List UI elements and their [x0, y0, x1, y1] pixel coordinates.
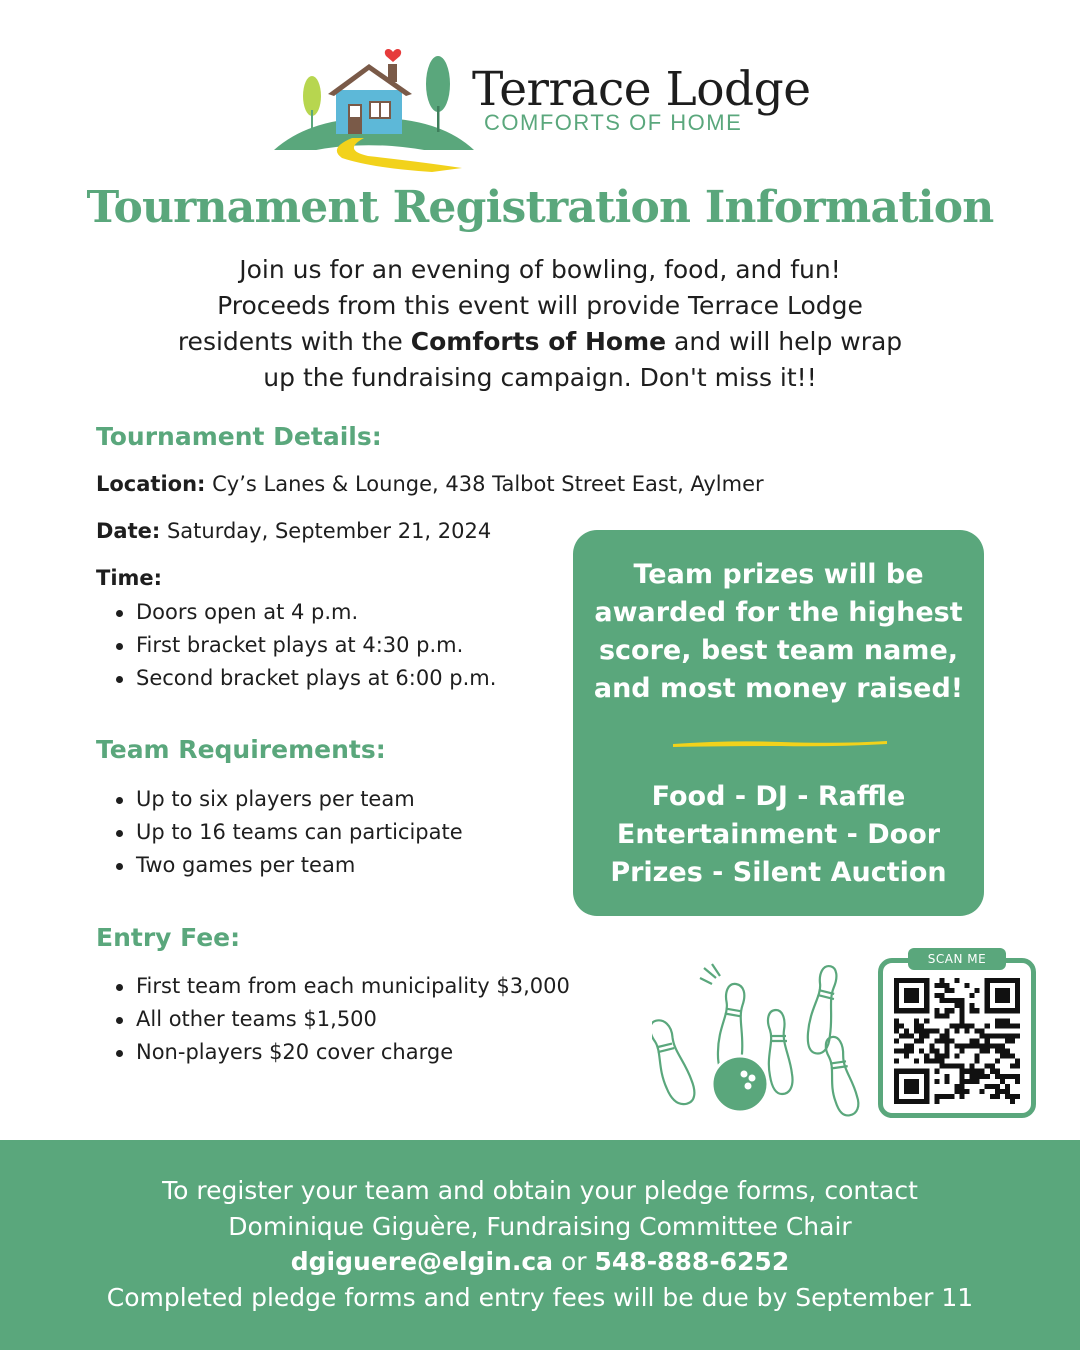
prizes-line: score, best team name,: [598, 635, 959, 666]
list-item: Up to six players per team: [114, 783, 463, 816]
logo-name: Terrace Lodge: [472, 62, 811, 117]
intro-line: up the fundraising campaign. Don't miss it!!: [263, 363, 817, 392]
intro-text: and will help wrap: [666, 327, 903, 356]
activities-text: [583, 778, 974, 892]
prizes-line: awarded for the highest: [594, 597, 963, 628]
activities-line: Entertainment - Door: [616, 819, 941, 850]
contact-line: [0, 1244, 1080, 1280]
house-logo-icon: [272, 38, 482, 172]
footer-line: To register your team and obtain your pledge forms, contact: [162, 1176, 918, 1205]
bowling-pins-icon: [652, 960, 867, 1120]
prizes-line: Team prizes will be: [633, 559, 924, 590]
intro-line: Join us for an evening of bowling, food, and fun!: [239, 255, 841, 284]
location-label: Location:: [96, 472, 206, 496]
time-label-line: [96, 566, 162, 590]
intro-line: Proceeds from this event will provide Terrace Lodge: [217, 291, 863, 320]
time-label: Time:: [96, 566, 163, 590]
intro-text: residents with the: [177, 327, 411, 356]
scan-me-label: SCAN ME: [908, 948, 1006, 970]
entry-fee-list: [114, 970, 570, 1069]
date-line: [96, 519, 491, 543]
contact-separator: or: [553, 1247, 595, 1276]
location-line: [96, 472, 764, 496]
location-value: Cy’s Lanes & Lounge, 438 Talbot Street East, Aylmer: [205, 472, 764, 496]
requirements-heading: Team Requirements:: [96, 735, 386, 764]
brush-divider: [671, 738, 889, 748]
prizes-card: [573, 530, 984, 916]
list-item: First bracket plays at 4:30 p.m.: [114, 629, 496, 662]
terrace-lodge-logo: [272, 38, 812, 172]
activities-line: Prizes - Silent Auction: [610, 857, 947, 888]
contact-email[interactable]: dgiguere@elgin.ca: [290, 1247, 554, 1276]
date-label: Date:: [96, 519, 161, 543]
footer-line: Dominique Giguère, Fundraising Committee Chair: [228, 1211, 852, 1241]
intro-emphasis: Comforts of Home: [410, 327, 667, 356]
list-item: Up to 16 teams can participate: [114, 816, 463, 849]
entry-fee-heading: Entry Fee:: [96, 923, 241, 952]
list-item: Non-players $20 cover charge: [114, 1036, 570, 1069]
intro-line: [90, 324, 990, 360]
intro-paragraph: [90, 252, 990, 396]
requirements-list: [114, 783, 463, 882]
date-value: Saturday, September 21, 2024: [160, 519, 492, 543]
time-list: [114, 596, 496, 695]
footer-text: [0, 1173, 1080, 1315]
list-item: Second bracket plays at 6:00 p.m.: [114, 662, 496, 695]
activities-line: Food - DJ - Raffle: [651, 781, 906, 812]
prizes-text: [583, 556, 974, 708]
qr-code-icon[interactable]: [893, 978, 1021, 1104]
page-title: Tournament Registration Information: [86, 182, 994, 233]
list-item: Two games per team: [114, 849, 463, 882]
list-item: All other teams $1,500: [114, 1003, 570, 1036]
details-heading: Tournament Details:: [96, 422, 382, 451]
prizes-line: and most money raised!: [593, 673, 964, 704]
list-item: Doors open at 4 p.m.: [114, 596, 496, 629]
contact-phone[interactable]: 548-888-6252: [594, 1247, 790, 1276]
list-item: First team from each municipality $3,000: [114, 970, 570, 1003]
footer-contact-band: [0, 1140, 1080, 1350]
logo-tagline: COMFORTS OF HOME: [484, 110, 743, 135]
footer-line: Completed pledge forms and entry fees will be due by September 11: [106, 1282, 974, 1312]
